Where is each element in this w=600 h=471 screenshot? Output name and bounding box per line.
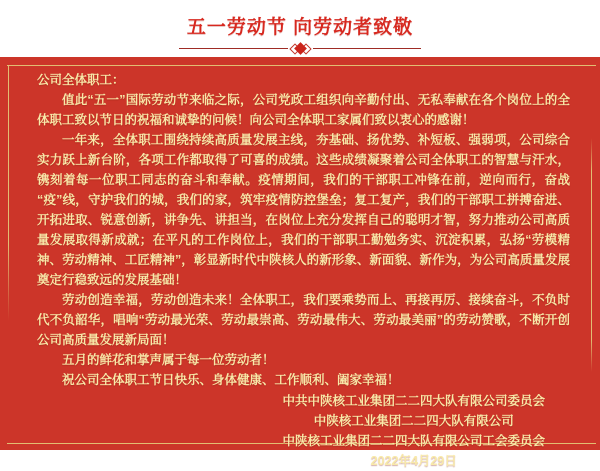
border-top-line (7, 65, 596, 66)
title-divider (179, 44, 421, 53)
letter-paragraph: 劳动创造幸福，劳动创造未来！全体职工，我们要乘势而上、再接再厉、接续奋斗，不负时代不负韶华，唱响“劳动最光荣、劳动最崇高、劳动最伟大、劳动最美丽”的劳动赞歌，不断开创公司高质量发展新局面！ (37, 293, 570, 347)
border-left-line (8, 65, 9, 321)
letter-body (0, 57, 600, 468)
letter-paragraph: 值此“五一”国际劳动节来临之际，公司党政工组织向辛勤付出、无私奉献在各个岗位上的全体职工致以节日的祝福和诚挚的问候！向公司全体职工家属们致以衷心的感谢！ (37, 93, 570, 127)
divider-line-left (179, 48, 288, 49)
header (0, 0, 600, 57)
diamond-ornament-icon (291, 44, 310, 53)
signature-line: 中陕核工业集团二二四大队有限公司工会委员会 (282, 434, 545, 448)
signature-line: 中共中陕核工业集团二二四大队有限公司委员会 (282, 394, 545, 408)
signature-block (282, 391, 545, 471)
letter-paragraph: 一年来，全体职工围绕持续高质量发展主线，夯基础、扬优势、补短板、强弱项，公司综合实力跃上新台阶，各项工作都取得了可喜的成绩。这些成绩凝聚着公司全体职工的智慧与汗水，镌刻着每一位职工同志的奋斗和奉献。疫情期间，我们的干部职工冲锋在前，逆向而行，奋战“疫”线，守护我们的城，我们的家，筑牢疫情防控堡垒；复工复产，我们的干部职工拼搏奋进、开拓进取、锐意创新，讲争先、讲担当，在岗位上充分发挥自己的聪明才智，努力推动公司高质量发展取得新成就；在平凡的工作岗位上，我们的干部职工勤勉务实、沉淀积累，弘扬“劳模精神、劳动精神、工匠精神”，彰显新时代中陕核人的新形象、新面貌、新作为，为公司高质量发展奠定行稳致远的发展基础！ (37, 133, 570, 287)
salutation: 公司全体职工： (37, 73, 125, 87)
letter-content (37, 70, 570, 471)
border-right-line (591, 138, 592, 372)
letter-paragraph: 祝公司全体职工节日快乐、身体健康、工作顺利、阖家幸福！ (62, 373, 400, 387)
divider-line-right (313, 48, 422, 49)
letter-paragraph: 五月的鲜花和掌声属于每一位劳动者！ (62, 353, 275, 367)
date-line: 2022年4月29日 (370, 454, 457, 468)
signature-line: 中陕核工业集团二二四大队有限公司 (313, 414, 514, 428)
page-title: 五一劳动节 向劳动者致敬 (186, 17, 414, 38)
